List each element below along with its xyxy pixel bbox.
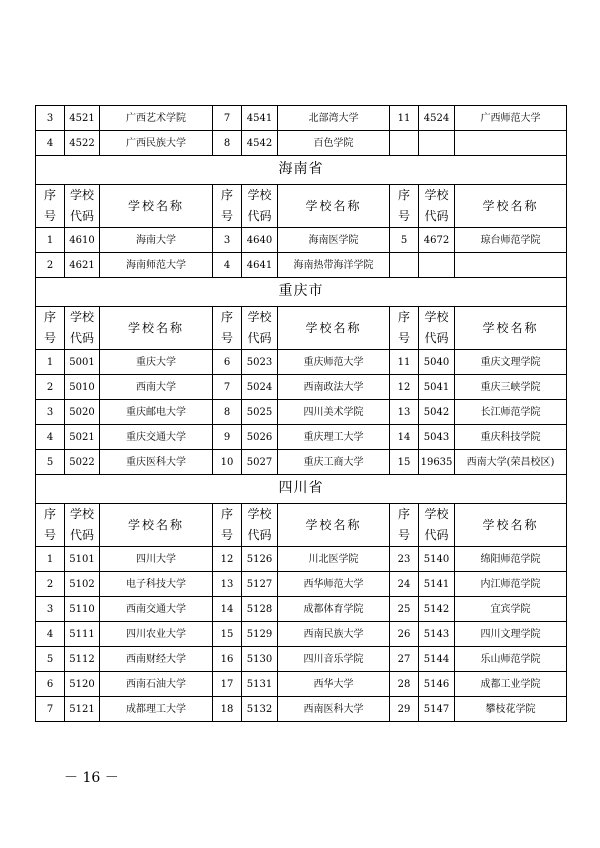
column-header-row bbox=[36, 307, 567, 350]
seq-cell: 13 bbox=[390, 400, 419, 425]
code-cell: 4521 bbox=[65, 106, 100, 131]
code-cell: 5141 bbox=[419, 572, 455, 597]
code-cell: 5110 bbox=[65, 597, 100, 622]
seq-cell: 4 bbox=[36, 131, 65, 156]
seq-cell: 11 bbox=[390, 350, 419, 375]
table-row bbox=[36, 672, 567, 697]
code-cell: 5130 bbox=[242, 647, 278, 672]
header-code-line1: 学校 bbox=[424, 188, 449, 202]
seq-cell: 5 bbox=[36, 647, 65, 672]
school-name-cell: 百色学院 bbox=[278, 131, 390, 156]
code-cell: 5142 bbox=[419, 597, 455, 622]
header-seq-line1: 序 bbox=[397, 310, 410, 324]
school-name-cell: 西华大学 bbox=[278, 672, 390, 697]
seq-cell: 3 bbox=[36, 597, 65, 622]
header-code-line2: 代码 bbox=[424, 528, 449, 542]
seq-cell bbox=[390, 253, 419, 278]
header-seq-line1: 序 bbox=[220, 188, 233, 202]
header-seq-line1: 序 bbox=[397, 188, 410, 202]
school-name-cell: 四川大学 bbox=[100, 547, 213, 572]
code-cell: 5129 bbox=[242, 622, 278, 647]
school-name-cell: 广西艺术学院 bbox=[100, 106, 213, 131]
code-cell: 5126 bbox=[242, 547, 278, 572]
code-cell: 5121 bbox=[65, 697, 100, 722]
province-title: 重庆市 bbox=[36, 278, 567, 307]
code-cell: 4640 bbox=[242, 228, 278, 253]
header-seq bbox=[213, 185, 242, 228]
seq-cell: 12 bbox=[213, 547, 242, 572]
seq-cell: 26 bbox=[390, 622, 419, 647]
table-row bbox=[36, 253, 567, 278]
code-cell: 4542 bbox=[242, 131, 278, 156]
table-row bbox=[36, 572, 567, 597]
school-name-cell: 绵阳师范学院 bbox=[455, 547, 567, 572]
school-name-cell: 川北医学院 bbox=[278, 547, 390, 572]
code-cell: 5101 bbox=[65, 547, 100, 572]
school-name-cell bbox=[455, 131, 567, 156]
school-name-cell: 四川音乐学院 bbox=[278, 647, 390, 672]
table-row bbox=[36, 106, 567, 131]
code-cell: 5024 bbox=[242, 375, 278, 400]
column-header-row bbox=[36, 504, 567, 547]
seq-cell: 29 bbox=[390, 697, 419, 722]
code-cell: 5102 bbox=[65, 572, 100, 597]
header-seq-line2: 号 bbox=[43, 528, 56, 542]
header-code bbox=[242, 504, 278, 547]
header-code-line1: 学校 bbox=[69, 507, 94, 521]
header-school-name: 学校名称 bbox=[278, 185, 390, 228]
code-cell: 5042 bbox=[419, 400, 455, 425]
school-name-cell: 西南石油大学 bbox=[100, 672, 213, 697]
seq-cell: 1 bbox=[36, 547, 65, 572]
seq-cell: 18 bbox=[213, 697, 242, 722]
seq-cell: 10 bbox=[213, 450, 242, 475]
province-row bbox=[36, 278, 567, 307]
code-cell: 5147 bbox=[419, 697, 455, 722]
header-school-name: 学校名称 bbox=[455, 504, 567, 547]
seq-cell: 3 bbox=[36, 106, 65, 131]
code-cell: 5127 bbox=[242, 572, 278, 597]
seq-cell: 5 bbox=[390, 228, 419, 253]
code-cell: 5111 bbox=[65, 622, 100, 647]
seq-cell: 14 bbox=[213, 597, 242, 622]
header-code-line2: 代码 bbox=[69, 209, 94, 223]
seq-cell: 5 bbox=[36, 450, 65, 475]
table-row bbox=[36, 375, 567, 400]
header-code bbox=[419, 504, 455, 547]
school-name-cell: 长江师范学院 bbox=[455, 400, 567, 425]
code-cell: 5120 bbox=[65, 672, 100, 697]
header-seq bbox=[36, 307, 65, 350]
column-header-row bbox=[36, 185, 567, 228]
code-cell: 5043 bbox=[419, 425, 455, 450]
header-code-line1: 学校 bbox=[69, 188, 94, 202]
code-cell: 5027 bbox=[242, 450, 278, 475]
table-row bbox=[36, 400, 567, 425]
header-seq-line1: 序 bbox=[43, 188, 56, 202]
code-cell: 5010 bbox=[65, 375, 100, 400]
seq-cell: 8 bbox=[213, 400, 242, 425]
table-row bbox=[36, 425, 567, 450]
table-row bbox=[36, 697, 567, 722]
seq-cell: 7 bbox=[213, 106, 242, 131]
code-cell: 5132 bbox=[242, 697, 278, 722]
table-body bbox=[36, 106, 567, 722]
header-seq-line2: 号 bbox=[397, 209, 410, 223]
school-name-cell: 内江师范学院 bbox=[455, 572, 567, 597]
code-cell: 4621 bbox=[65, 253, 100, 278]
header-code-line1: 学校 bbox=[247, 507, 272, 521]
seq-cell: 16 bbox=[213, 647, 242, 672]
code-cell: 4541 bbox=[242, 106, 278, 131]
school-name-cell: 重庆科技学院 bbox=[455, 425, 567, 450]
code-cell: 5112 bbox=[65, 647, 100, 672]
seq-cell: 12 bbox=[390, 375, 419, 400]
header-seq-line2: 号 bbox=[220, 209, 233, 223]
school-name-cell: 四川美术学院 bbox=[278, 400, 390, 425]
header-seq bbox=[36, 185, 65, 228]
header-seq bbox=[390, 185, 419, 228]
seq-cell: 2 bbox=[36, 572, 65, 597]
header-code bbox=[242, 185, 278, 228]
school-name-cell: 西南政法大学 bbox=[278, 375, 390, 400]
school-name-cell: 电子科技大学 bbox=[100, 572, 213, 597]
seq-cell: 14 bbox=[390, 425, 419, 450]
seq-cell: 2 bbox=[36, 375, 65, 400]
header-seq-line2: 号 bbox=[43, 209, 56, 223]
table-row bbox=[36, 547, 567, 572]
school-name-cell: 海南热带海洋学院 bbox=[278, 253, 390, 278]
table-row bbox=[36, 647, 567, 672]
header-code bbox=[419, 185, 455, 228]
code-cell: 5025 bbox=[242, 400, 278, 425]
header-seq-line2: 号 bbox=[43, 331, 56, 345]
school-name-cell: 攀枝花学院 bbox=[455, 697, 567, 722]
school-name-cell: 四川文理学院 bbox=[455, 622, 567, 647]
school-name-cell: 重庆医科大学 bbox=[100, 450, 213, 475]
school-name-cell: 琼台师范学院 bbox=[455, 228, 567, 253]
header-code-line2: 代码 bbox=[247, 528, 272, 542]
code-cell: 5146 bbox=[419, 672, 455, 697]
province-row bbox=[36, 156, 567, 185]
code-cell: 4610 bbox=[65, 228, 100, 253]
header-seq-line2: 号 bbox=[397, 528, 410, 542]
header-seq-line1: 序 bbox=[397, 507, 410, 521]
header-code-line1: 学校 bbox=[69, 310, 94, 324]
page-number: － 16 － bbox=[64, 770, 119, 786]
school-name-cell: 广西师范大学 bbox=[455, 106, 567, 131]
seq-cell: 4 bbox=[36, 425, 65, 450]
school-name-cell: 重庆工商大学 bbox=[278, 450, 390, 475]
header-seq-line1: 序 bbox=[220, 310, 233, 324]
seq-cell: 23 bbox=[390, 547, 419, 572]
code-cell: 5144 bbox=[419, 647, 455, 672]
seq-cell: 4 bbox=[213, 253, 242, 278]
header-code-line1: 学校 bbox=[424, 507, 449, 521]
school-name-cell: 重庆文理学院 bbox=[455, 350, 567, 375]
header-code-line1: 学校 bbox=[247, 188, 272, 202]
seq-cell: 13 bbox=[213, 572, 242, 597]
header-seq bbox=[36, 504, 65, 547]
school-name-cell: 重庆大学 bbox=[100, 350, 213, 375]
header-seq bbox=[213, 504, 242, 547]
school-name-cell: 广西民族大学 bbox=[100, 131, 213, 156]
code-cell: 5040 bbox=[419, 350, 455, 375]
school-name-cell: 重庆邮电大学 bbox=[100, 400, 213, 425]
header-seq-line1: 序 bbox=[43, 310, 56, 324]
school-name-cell: 西南民族大学 bbox=[278, 622, 390, 647]
province-title: 四川省 bbox=[36, 475, 567, 504]
seq-cell: 28 bbox=[390, 672, 419, 697]
university-code-table bbox=[35, 105, 567, 722]
school-name-cell: 海南大学 bbox=[100, 228, 213, 253]
seq-cell: 25 bbox=[390, 597, 419, 622]
seq-cell: 8 bbox=[213, 131, 242, 156]
code-cell: 5140 bbox=[419, 547, 455, 572]
school-name-cell: 西南医科大学 bbox=[278, 697, 390, 722]
table-row bbox=[36, 622, 567, 647]
code-cell: 5023 bbox=[242, 350, 278, 375]
header-seq-line2: 号 bbox=[220, 331, 233, 345]
seq-cell: 3 bbox=[36, 400, 65, 425]
header-code bbox=[242, 307, 278, 350]
seq-cell: 17 bbox=[213, 672, 242, 697]
province-row bbox=[36, 475, 567, 504]
header-code-line2: 代码 bbox=[69, 331, 94, 345]
code-cell: 5131 bbox=[242, 672, 278, 697]
school-name-cell bbox=[455, 253, 567, 278]
header-school-name: 学校名称 bbox=[100, 504, 213, 547]
seq-cell: 27 bbox=[390, 647, 419, 672]
school-name-cell: 成都理工大学 bbox=[100, 697, 213, 722]
school-name-cell: 重庆师范大学 bbox=[278, 350, 390, 375]
code-cell: 5020 bbox=[65, 400, 100, 425]
seq-cell: 4 bbox=[36, 622, 65, 647]
header-school-name: 学校名称 bbox=[278, 504, 390, 547]
school-name-cell: 海南医学院 bbox=[278, 228, 390, 253]
header-code-line2: 代码 bbox=[69, 528, 94, 542]
seq-cell: 7 bbox=[36, 697, 65, 722]
table-row bbox=[36, 228, 567, 253]
school-name-cell: 重庆交通大学 bbox=[100, 425, 213, 450]
header-seq bbox=[213, 307, 242, 350]
seq-cell: 15 bbox=[390, 450, 419, 475]
seq-cell bbox=[390, 131, 419, 156]
school-name-cell: 西南交通大学 bbox=[100, 597, 213, 622]
table-row bbox=[36, 597, 567, 622]
header-school-name: 学校名称 bbox=[100, 307, 213, 350]
header-code-line2: 代码 bbox=[424, 331, 449, 345]
seq-cell: 1 bbox=[36, 350, 65, 375]
table-row bbox=[36, 450, 567, 475]
code-cell: 5143 bbox=[419, 622, 455, 647]
school-name-cell: 西南大学(荣昌校区) bbox=[455, 450, 567, 475]
seq-cell: 24 bbox=[390, 572, 419, 597]
header-code-line1: 学校 bbox=[424, 310, 449, 324]
header-school-name: 学校名称 bbox=[455, 307, 567, 350]
header-seq-line1: 序 bbox=[220, 507, 233, 521]
school-name-cell: 四川农业大学 bbox=[100, 622, 213, 647]
seq-cell: 15 bbox=[213, 622, 242, 647]
code-cell bbox=[419, 253, 455, 278]
school-name-cell: 西南大学 bbox=[100, 375, 213, 400]
code-cell: 19635 bbox=[419, 450, 455, 475]
school-name-cell: 成都体育学院 bbox=[278, 597, 390, 622]
code-cell: 5022 bbox=[65, 450, 100, 475]
header-school-name: 学校名称 bbox=[100, 185, 213, 228]
seq-cell: 6 bbox=[36, 672, 65, 697]
school-name-cell: 西华师范大学 bbox=[278, 572, 390, 597]
code-cell: 4524 bbox=[419, 106, 455, 131]
header-code-line2: 代码 bbox=[424, 209, 449, 223]
header-code bbox=[65, 504, 100, 547]
header-seq bbox=[390, 307, 419, 350]
header-code-line1: 学校 bbox=[247, 310, 272, 324]
seq-cell: 1 bbox=[36, 228, 65, 253]
seq-cell: 11 bbox=[390, 106, 419, 131]
code-cell: 5041 bbox=[419, 375, 455, 400]
school-name-cell: 北部湾大学 bbox=[278, 106, 390, 131]
school-name-cell: 乐山师范学院 bbox=[455, 647, 567, 672]
school-name-cell: 重庆理工大学 bbox=[278, 425, 390, 450]
school-name-cell: 重庆三峡学院 bbox=[455, 375, 567, 400]
seq-cell: 9 bbox=[213, 425, 242, 450]
header-school-name: 学校名称 bbox=[278, 307, 390, 350]
province-title: 海南省 bbox=[36, 156, 567, 185]
seq-cell: 6 bbox=[213, 350, 242, 375]
seq-cell: 2 bbox=[36, 253, 65, 278]
header-code-line2: 代码 bbox=[247, 209, 272, 223]
header-code bbox=[65, 185, 100, 228]
school-name-cell: 海南师范大学 bbox=[100, 253, 213, 278]
seq-cell: 7 bbox=[213, 375, 242, 400]
header-seq-line2: 号 bbox=[397, 331, 410, 345]
header-code bbox=[419, 307, 455, 350]
header-seq-line2: 号 bbox=[220, 528, 233, 542]
code-cell: 4641 bbox=[242, 253, 278, 278]
seq-cell: 3 bbox=[213, 228, 242, 253]
header-seq-line1: 序 bbox=[43, 507, 56, 521]
code-cell bbox=[419, 131, 455, 156]
school-name-cell: 成都工业学院 bbox=[455, 672, 567, 697]
code-cell: 5026 bbox=[242, 425, 278, 450]
header-code-line2: 代码 bbox=[247, 331, 272, 345]
school-name-cell: 西南财经大学 bbox=[100, 647, 213, 672]
header-code bbox=[65, 307, 100, 350]
code-cell: 5021 bbox=[65, 425, 100, 450]
code-cell: 4522 bbox=[65, 131, 100, 156]
code-cell: 5128 bbox=[242, 597, 278, 622]
table-row bbox=[36, 131, 567, 156]
header-school-name: 学校名称 bbox=[455, 185, 567, 228]
code-cell: 4672 bbox=[419, 228, 455, 253]
table-row bbox=[36, 350, 567, 375]
code-cell: 5001 bbox=[65, 350, 100, 375]
school-name-cell: 宜宾学院 bbox=[455, 597, 567, 622]
header-seq bbox=[390, 504, 419, 547]
